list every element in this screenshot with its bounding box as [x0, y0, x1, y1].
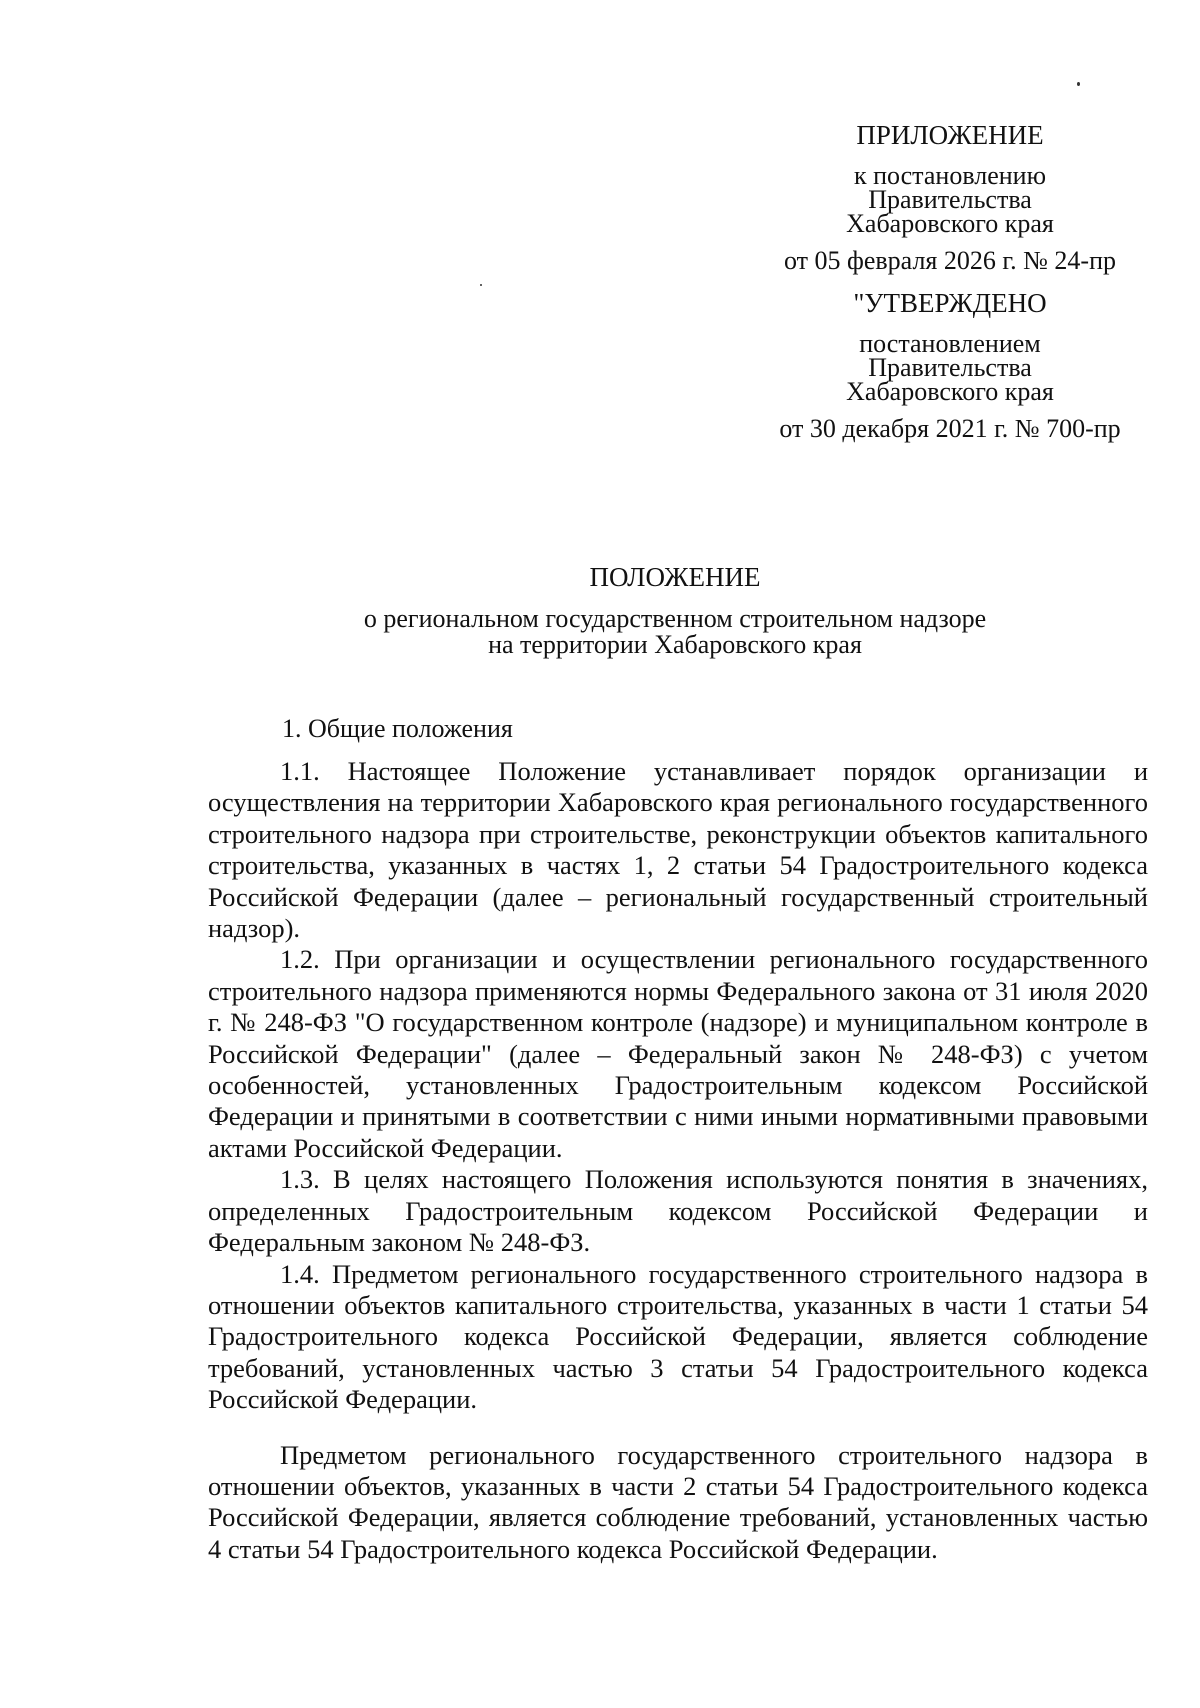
approval-block: [760, 288, 1140, 444]
appendix-line: к постановлению: [853, 161, 1047, 190]
scan-speck: [480, 284, 482, 286]
paragraph: Предметом регионального государственного строительного надзора в отношении объектов, указанных в части 2 статьи 54 Градостроительного кодекса Российской Федерации, является соблюдение требований, установленных частью 4 статьи 54 Градостроительного кодекса Российской Федерации.: [208, 1439, 1148, 1564]
paragraph: 1.3. В целях настоящего Положения используются понятия в значениях, определенных Градостроительным кодексом Российской Федерации и Федеральным законом № 248-ФЗ.: [208, 1164, 1148, 1258]
section-heading: 1. Общие положения: [282, 714, 513, 743]
appendix-line: Правительства: [868, 185, 1032, 214]
scan-speck: [1077, 82, 1080, 86]
appendix-block: [760, 120, 1140, 276]
appendix-date: от 05 февраля 2026 г. № 24-пр: [784, 246, 1116, 275]
paragraph: 1.2. При организации и осуществлении регионального государственного строительного надзора применяются нормы Федерального закона от 31 июля 2020 г. № 248-ФЗ "О государственном контроле (надзоре) и муниципальном контроле в Российской Федерации" (далее – Федеральный закон № 248-ФЗ) с учетом особенностей, установленных Градостроительным кодексом Российской Федерации и принятыми в соответствии с ними иными нормативными правовыми актами Российской Федерации.: [208, 944, 1148, 1163]
subtitle-line: о региональном государственном строительном надзоре: [363, 604, 987, 633]
paragraph: 1.1. Настоящее Положение устанавливает порядок организации и осуществления на территории Хабаровского края регионального государственного строительного надзора при строительстве, реконструкции объектов капитального строительства, указанных в частях 1, 2 статьи 54 Градостроительного кодекса Российской Федерации (далее – региональный государственный строительный надзор).: [208, 756, 1148, 944]
paragraph: 1.4. Предметом регионального государственного строительного надзора в отношении объектов капитального строительства, указанных в части 1 статьи 54 Градостроительного кодекса Российской Федерации, является соблюдение требований, установленных частью 3 статьи 54 Градостроительного кодекса Российской Федерации.: [208, 1258, 1148, 1415]
appendix-line: Хабаровского края: [846, 209, 1054, 238]
approval-date: от 30 декабря 2021 г. № 700-пр: [779, 414, 1121, 443]
subtitle-line: на территории Хабаровского края: [488, 630, 862, 659]
body-text: [208, 756, 1148, 1565]
approval-title: "УТВЕРЖДЕНО: [853, 288, 1047, 318]
approval-line: постановлением: [859, 329, 1041, 358]
approval-line: Хабаровского края: [846, 377, 1054, 406]
approval-line: Правительства: [868, 353, 1032, 382]
appendix-title: ПРИЛОЖЕНИЕ: [856, 120, 1044, 150]
document-title: ПОЛОЖЕНИЕ: [589, 562, 761, 592]
document-subtitle: [200, 606, 1150, 658]
